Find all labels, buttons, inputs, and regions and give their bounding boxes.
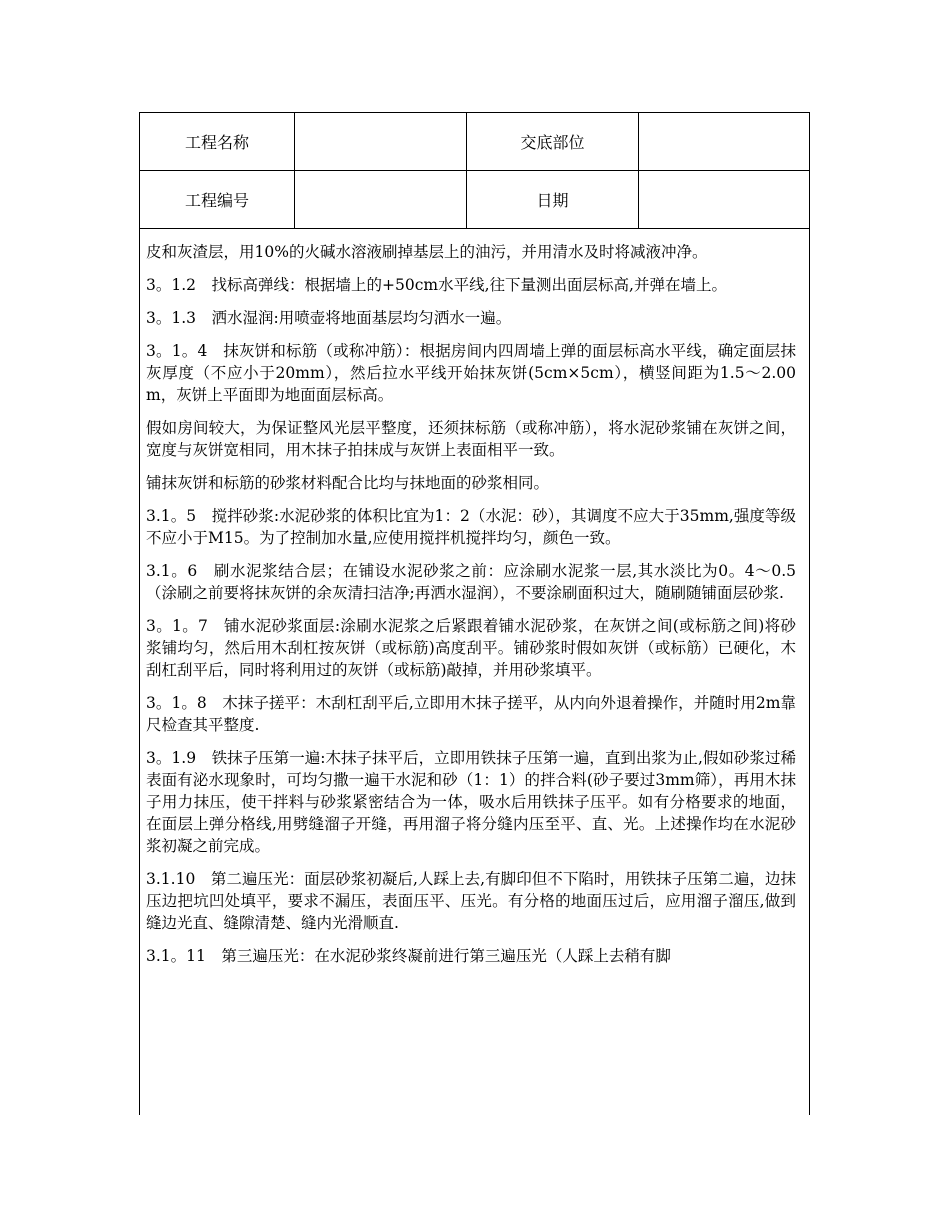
date-value: [639, 171, 809, 228]
header-row-1: [140, 113, 809, 171]
header-row-2: [140, 171, 809, 229]
project-number-value: [295, 171, 467, 228]
handover-sheet: [139, 112, 810, 1115]
paragraph: 3。1。4 抹灰饼和标筋（或称冲筋）：根据房间内四周墙上弹的面层标高水平线，确定面层抹灰厚度（不应小于20mm），然后拉水平线开始抹灰饼(5cm×5cm），横竖间距为1.5～2.00m，灰饼上平面即为地面面层标高。: [146, 342, 796, 404]
paragraph: 3.1。11 第三遍压光：在水泥砂浆终凝前进行第三遍压光（人踩上去稍有脚: [146, 947, 671, 965]
paragraph: 3。1.2 找标高弹线：根据墙上的+50cm水平线,往下量测出面层标高,并弹在墙上。: [146, 276, 727, 294]
paragraph: 3.1.10 第二遍压光：面层砂浆初凝后,人踩上去,有脚印但不下陷时，用铁抹子压第二遍，边抹压边把坑凹处填平，要求不漏压，表面压平、压光。有分格的地面压过后，应用溜子溜压,做到缝边光直、缝隙清楚、缝内光滑顺直.: [146, 870, 796, 932]
paragraph: 3。1。8 木抹子搓平：木刮杠刮平后,立即用木抹子搓平，从内向外退着操作，并随时用2m靠尺检查其平整度.: [146, 694, 796, 734]
handover-part-value: [639, 113, 809, 170]
paragraph: 3.1。5 搅拌砂浆:水泥砂浆的体积比宜为1：2（水泥：砂），其调度不应大于35mm,强度等级不应小于M15。为了控制加水量,应使用搅拌机搅拌均匀，颜色一致。: [146, 507, 796, 547]
paragraph: 3。1.3 洒水湿润:用喷壶将地面基层均匀洒水一遍。: [146, 309, 512, 327]
paragraph: 皮和灰渣层，用10%的火碱水溶液刷掉基层上的油污，并用清水及时将减液冲净。: [146, 243, 708, 261]
handover-part-label: 交底部位: [467, 113, 639, 170]
content-area: [140, 230, 809, 1116]
paragraph: 铺抹灰饼和标筋的砂浆材料配合比均与抹地面的砂浆相同。: [146, 474, 550, 492]
project-number-label: 工程编号: [140, 171, 295, 228]
project-name-value: [295, 113, 467, 170]
paragraph: 3.1。6 刷水泥浆结合层；在铺设水泥砂浆之前：应涂刷水泥浆一层,其水淡比为0。4～0.5（涂刷之前要将抹灰饼的余灰清扫洁净;再洒水湿润），不要涂刷面积过大，随刷随铺面层砂浆.: [146, 562, 796, 602]
project-name-label: 工程名称: [140, 113, 295, 170]
date-label: 日期: [467, 171, 639, 228]
paragraph: 3。1。7 铺水泥砂浆面层:涂刷水泥浆之后紧跟着铺水泥砂浆，在灰饼之间(或标筋之间)将砂浆铺均匀，然后用木刮杠按灰饼（或标筋)高度刮平。铺砂浆时假如灰饼（或标筋）已硬化，木刮杠刮平后，同时将利用过的灰饼（或标筋)敲掉，并用砂浆填平。: [146, 617, 796, 679]
paragraph: 3。1.9 铁抹子压第一遍:木抹子抹平后，立即用铁抹子压第一遍，直到出浆为止,假如砂浆过稀表面有泌水现象时，可均匀撒一遍干水泥和砂（1：1）的拌合料(砂子要过3mm筛），再用木抹子用力抹压，使干拌料与砂浆紧密结合为一体，吸水后用铁抹子压平。如有分格要求的地面，在面层上弹分格线,用劈缝溜子开缝，再用溜子将分缝内压至平、直、光。上述操作均在水泥砂浆初凝之前完成。: [146, 749, 796, 855]
paragraph: 假如房间较大，为保证整风光层平整度，还须抹标筋（或称冲筋），将水泥砂浆铺在灰饼之间，宽度与灰饼宽相同，用木抹子拍抹成与灰饼上表面相平一致。: [146, 419, 796, 459]
